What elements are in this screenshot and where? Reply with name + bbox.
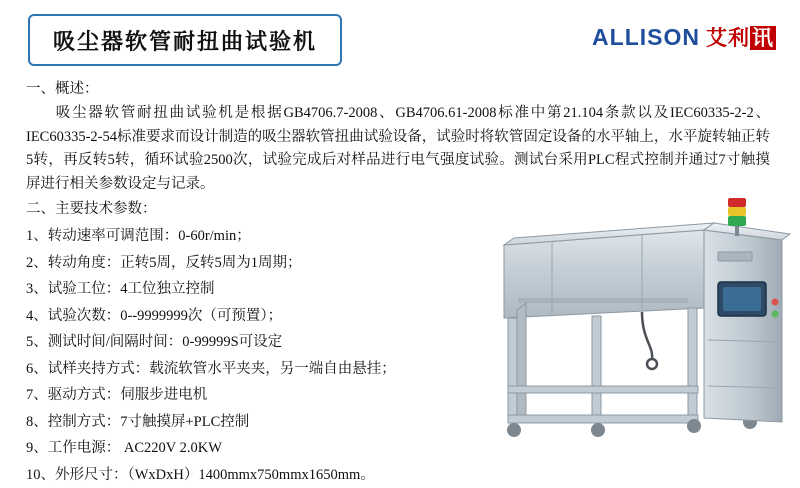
list-item: 7、驱动方式：伺服步进电机 [26, 382, 496, 409]
control-cabinet [704, 223, 790, 422]
machine-photo [492, 190, 792, 448]
list-item: 5、测试时间/间隔时间：0-99999S可设定 [26, 329, 496, 356]
machine-upper-housing [504, 223, 714, 318]
list-item: 2、转动角度：正转5周，反转5周为1周期； [26, 250, 496, 277]
list-item: 9、工作电源： AC220V 2.0KW [26, 435, 496, 462]
list-item: 1、转动速率可调范围：0-60r/min； [26, 223, 496, 250]
machine-test-frame [508, 303, 698, 423]
brand-name-cn-text: 艾利 [706, 26, 750, 50]
list-item: 10、外形尺寸：（WxDxH）1400mmx750mmx1650mm。 [26, 462, 496, 488]
specs-heading: 二、主要技术参数： [26, 198, 774, 221]
list-item: 8、控制方式：7寸触摸屏+PLC控制 [26, 409, 496, 436]
list-item: 4、试验次数：0--9999999次（可预置）； [26, 303, 496, 330]
spec-list [26, 223, 496, 488]
list-item: 3、试验工位：4工位独立控制 [26, 276, 496, 303]
brand-name-cn-boxed: 讯 [750, 26, 776, 50]
list-item: 6、试样夹持方式：载流软管水平夹夹，另一端自由悬挂； [26, 356, 496, 383]
overview-heading: 一、概述： [26, 78, 774, 101]
brand-name-en: ALLISON [592, 26, 700, 49]
page-title-box [28, 14, 342, 66]
page-header [0, 0, 800, 72]
overview-paragraph [26, 102, 770, 196]
hose-hook [642, 312, 657, 369]
overview-paragraph-text: 吸尘器软管耐扭曲试验机是根据GB4706.7-2008、GB4706.61-2008标准中第21.104条款以及IEC60335-2-2、IEC60335-2-54标准要求而设计制造的吸尘器软管扭曲试验设备，试验时将软管固定设备的水平轴上，水平旋转轴正转5转，再反转5转，循环试验2500次，试验完成后对样品进行电气强度试验。测试台采用PLC程式控制并通过7寸触摸屏进行相关参数设定与记录。 [26, 105, 770, 192]
brand-logo [592, 26, 776, 49]
brand-name-cn [706, 28, 776, 49]
page-title: 吸尘器软管耐扭曲试验机 [53, 25, 317, 56]
machine-illustration [492, 190, 792, 448]
